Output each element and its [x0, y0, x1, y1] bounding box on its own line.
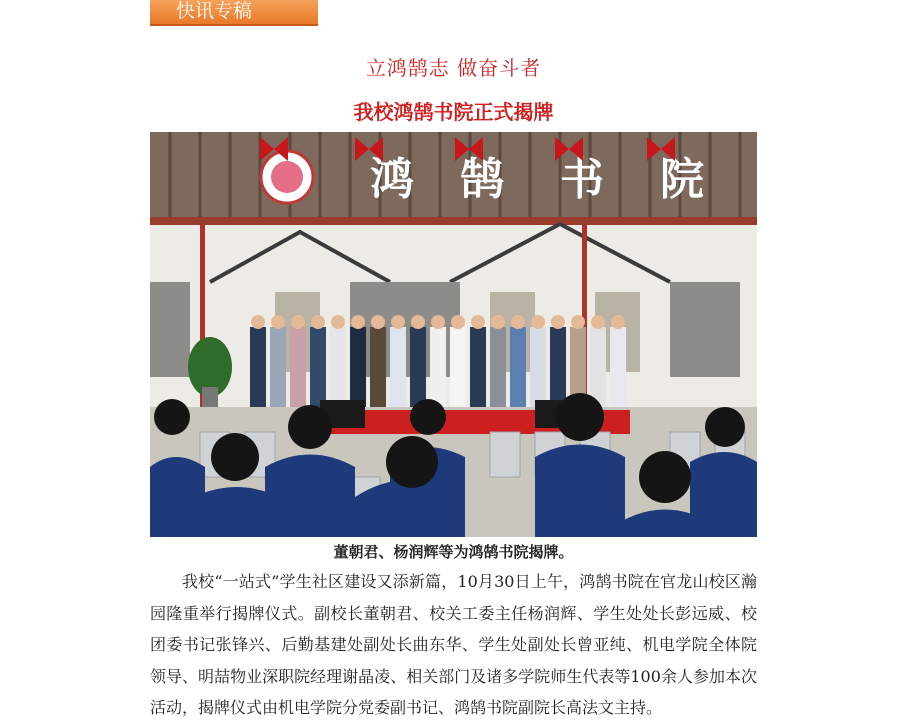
- news-banner: [150, 0, 318, 26]
- article-subtitle: 立鸿鹄志 做奋斗者: [365, 56, 542, 80]
- ceremony-photo: [150, 132, 757, 537]
- article-title: 我校鸿鹄书院正式揭牌: [353, 100, 554, 124]
- banner-label: 快讯专稿: [176, 0, 253, 22]
- sign-char-1: 鸿: [370, 154, 414, 205]
- sign-char-4: 院: [660, 154, 704, 205]
- photo-caption: 董朝君、杨润辉等为鸿鹄书院揭牌。: [333, 543, 574, 561]
- sign-char-2: 鹄: [460, 154, 504, 205]
- article-body: 我校“一站式”学生社区建设又添新篇，10月30日上午，鸿鹄书院在官龙山校区瀚园隆重举行揭牌仪式。副校长董朝君、校关工委主任杨润辉、学生处处长彭远威、校团委书记张锋兴、后勤基建处副处长曲东华、学生处副处长曾亚纯、机电学院全体院领导、明喆物业深职院经理谢晶凌、相关部门及诸多学院师生代表等100余人参加本次活动，揭牌仪式由机电学院分党委副书记、鸿鹄书院副院长高法文主持。: [150, 572, 757, 717]
- sign-char-3: 书: [560, 154, 604, 205]
